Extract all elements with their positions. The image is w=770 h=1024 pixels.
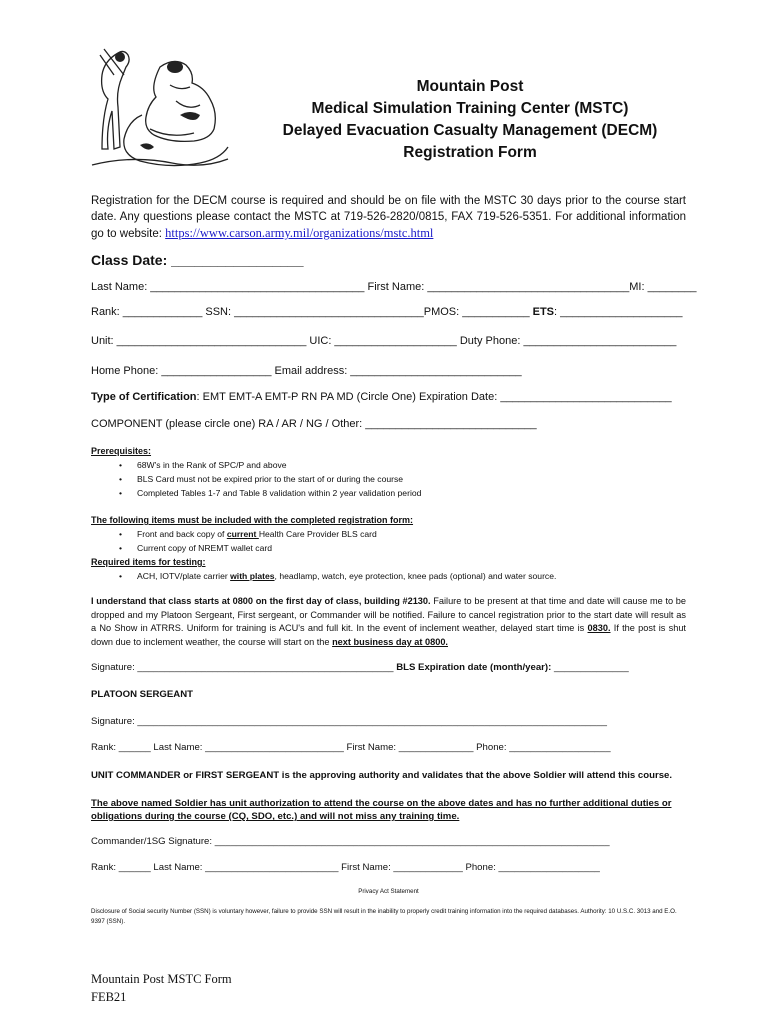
ets-label: ETS [532,306,555,318]
rank-ssn-pmos-label: Rank: _____________ SSN: _______________________________PMOS: ___________ [91,306,533,318]
signature-line: Signature: ________________________________________________ [91,662,397,673]
certification-label: Type of Certification [91,391,197,403]
component-field[interactable]: COMPONENT (please circle one) RA / AR / NG / Other: ____________________________ [91,418,537,430]
attendance-notice: I understand that class starts at 0800 on the first day of class, building #2130. Failure to be present at that time and date will cause me to be dropped and my Platoon Sergeant, First sergeant, or Commander will be notified. Failure to cancel registration prior to the start date will result as a No Show in ATRRS. Uniform for training is ACU's and full kit. In the event of inclement weather, delayed start time is 0830. If the post is shut down due to inclement weather, the course will start on the next business day at 0800. [91,596,686,647]
commander-name-fields[interactable]: Rank: ______ Last Name: _________________________ First Name: _____________ Phone: ___________________ [91,862,600,873]
intro-text: Registration for the DECM course is required and should be on file with the MSTC 30 days prior to the course start date. Any questions please contact the MSTC at 719-526-2820/0815, FAX 719-526-5351. For additional information go to website: [91,195,686,240]
intro-paragraph [91,193,686,242]
platoon-name-fields[interactable]: Rank: ______ Last Name: __________________________ First Name: ______________ Phone: ___________________ [91,742,611,753]
platoon-signature-field[interactable]: Signature: ________________________________________________________________________________________ [91,716,607,727]
bls-expiration-blank: ______________ [551,662,629,673]
title-line-2: Medical Simulation Training Center (MSTC) [311,100,629,117]
unit-uic-phone-fields[interactable]: Unit: _______________________________ UIC: ____________________ Duty Phone: _________________________ [91,335,677,347]
included-item: • Front and back copy of current Health Care Provider BLS card [137,527,686,541]
privacy-act-text: Disclosure of Social security Number (SSN) is voluntary however, failure to provide SSN will result in the inability to properly credit training information into the required databases. Authority: 10 U.S.C. 3013 and E.O. 9397 (SSN). [91,908,677,925]
testing-heading: Required items for testing: [91,557,206,567]
prerequisite-item: • BLS Card must not be expired prior to the start of or during the course [137,472,686,486]
rank-ssn-pmos-ets-fields[interactable] [91,306,686,318]
certification-field[interactable] [91,391,686,403]
mstc-sketch-logo [80,45,235,175]
authorization-statement: The above named Soldier has unit authorization to attend the course on the above dates and has no further additional duties or obligations during the course (CQ, SDO, etc.) and will not miss any training time. [91,798,672,822]
form-title [265,76,675,164]
platoon-sergeant-heading: PLATOON SERGEANT [91,689,193,700]
footer-form-name: Mountain Post MSTC Form [91,972,232,986]
prerequisites-list [91,458,686,500]
certification-options: : EMT EMT-A EMT-P RN PA MD (Circle One) Expiration Date: ____________________________ [196,391,672,403]
website-link[interactable]: https://www.carson.army.mil/organizations/mstc.html [165,226,434,240]
home-email-fields[interactable]: Home Phone: __________________ Email address: ____________________________ [91,365,522,377]
testing-item: • ACH, IOTV/plate carrier with plates, headlamp, watch, eye protection, knee pads (optional) and water source. [137,569,686,583]
title-line-1: Mountain Post [416,78,524,95]
prerequisite-item: • 68W's in the Rank of SPC/P and above [137,458,686,472]
included-items-heading: The following items must be included with the completed registration form: [91,515,414,525]
prerequisites-heading: Prerequisites: [91,446,152,456]
footer-form-date: FEB21 [91,990,127,1004]
approval-statement: UNIT COMMANDER or FIRST SERGEANT is the approving authority and validates that the above Soldier will attend this course. [91,770,673,781]
bls-expiration-label: BLS Expiration date (month/year): [396,662,552,673]
ets-blank: : ____________________ [554,306,683,318]
commander-signature-field[interactable]: Commander/1SG Signature: __________________________________________________________________________ [91,836,610,847]
title-line-3: Delayed Evacuation Casualty Management (DECM) [282,122,658,139]
included-items-list [91,527,686,555]
prerequisite-item: • Completed Tables 1-7 and Table 8 validation within 2 year validation period [137,486,686,500]
soldier-signature-field[interactable] [91,662,686,673]
included-items-section [91,513,686,583]
class-date-field[interactable]: Class Date: _________________ [91,252,304,268]
title-line-4: Registration Form [403,144,537,161]
privacy-act-heading: Privacy Act Statement [358,888,419,895]
testing-list [91,569,686,583]
included-item: • Current copy of NREMT wallet card [137,541,686,555]
form-footer [91,970,232,1006]
prerequisites-section [91,444,686,500]
name-fields[interactable]: Last Name: ___________________________________ First Name: _________________________________MI: ________ [91,281,697,293]
